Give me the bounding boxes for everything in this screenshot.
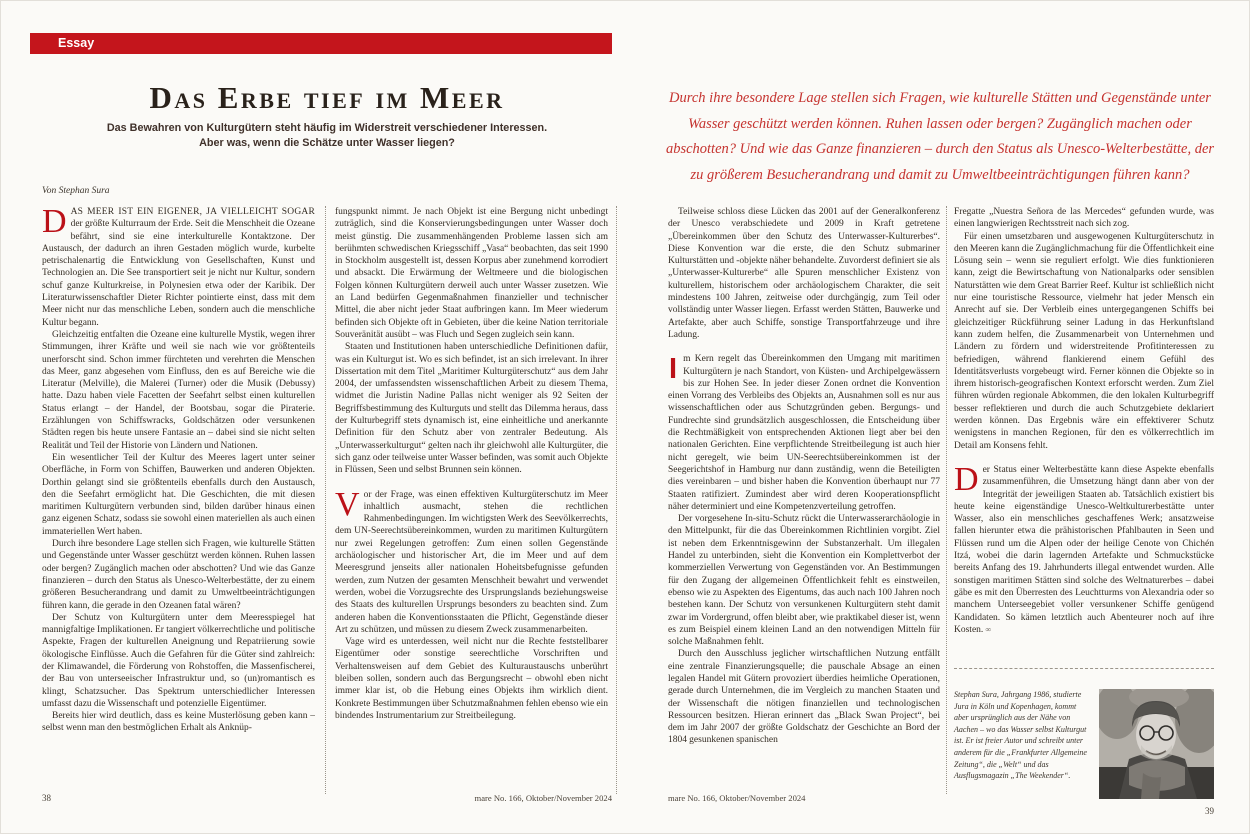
page-number-left: 38 [42, 793, 51, 803]
article-subtitle [42, 121, 612, 151]
article-subtitle-line2: Aber was, wenn die Schätze unter Wasser liegen? [199, 137, 455, 149]
paragraph: Der Schutz von Kulturgütern unter dem Meeresspiegel hat mannigfaltige Implikationen. Er tangiert völkerrechtliche und politische Aspekte, Fragen der kulturellen Aneignung und Repatriierung sowie ökologische Einflüsse. Auch die Gefahren für die Güter sind zahlreich: der Klimawandel, die Förderung von Rohstoffen, die Massenfischerei, der Bau von unterseeischer Infrastruktur und, so (un)romantisch es klingt, Schatzsucher. Das Spektrum unterschiedlicher Interessen umfasst dazu die Wissenschaft und potenzielle Eigentümer. [42, 612, 315, 709]
paragraph: Fregatte „Nuestra Señora de las Mercedes“ gefunden wurde, was einen langwierigen Rechtsstreit nach sich zog. [954, 207, 1214, 230]
paragraph: Durch ihre besondere Lage stellen sich Fragen, wie kulturelle Stätten und Gegenstände unter Wasser geschützt werden können. Ruhen lassen oder bergen? Zugänglich machen oder abschotten? Und wie das Ganze finanzieren – durch den Status als Unesco-Welterbestätte, der zu einem größeren Besucherandrang und damit zu Umweltbeeinträchtigungen führen kann, die gerade in den Ozeanen fatal wären? [42, 539, 315, 611]
paragraph: Durch den Ausschluss jeglicher wirtschaftlichen Nutzung entfällt eine zentrale Finanzierungsquelle; die pauschale Absage an einen legalen Handel mit Gütern provoziert überdies heimliche Operationen, gerade durch Unternehmen, die im Vergleich zu manchen Staaten und der Wissenschaft die nötigen finanziellen und technologischen Ressourcen besitzen. Hieran erinnert das „Black Swan Project“, bei dem im Jahr 2007 der größte Goldschatz der Geschichte an Bord der 1804 gesunkenen spanischen [668, 649, 940, 746]
paragraph: Bereits hier wird deutlich, dass es keine Musterlösung geben kann – selbst wenn man den bestmöglichen Erhalt als Anknüp- [42, 711, 315, 734]
lead-caps: AS MEER IST EIN EIGENER, JA VIELLEICHT SOGAR [70, 207, 315, 217]
article-title: Das Erbe tief im Meer [149, 80, 505, 115]
pull-quote: Durch ihre besondere Lage stellen sich Fragen, wie kulturelle Stätten und Gegenstände unter Wasser geschützt werden können. Ruhen lassen oder bergen? Zugänglich machen oder abschotten? Und wie das Ganze finanzieren – durch den Status als Unesco-Welterbestätte, der zu größerem Besucherandrang und damit zu Umweltbeeinträchtigungen führen kann? [665, 90, 1215, 183]
page-number-right: 39 [1205, 806, 1214, 816]
drop-cap: D [42, 206, 67, 240]
issue-footer-left: mare No. 166, Oktober/November 2024 [474, 793, 612, 803]
section-kicker-bar [30, 33, 612, 54]
kicker-label: Essay [58, 36, 95, 50]
paragraph: Gleichzeitig entfalten die Ozeane eine kulturelle Mystik, wegen ihrer Stimmungen, ihrer Kräfte und weil sie nach wie vor größtenteils unerforscht sind. Schon immer fürchteten und verehrten die Menschen das Meer, ganz abgesehen vom Einfluss, den es auf Bereiche wie die Literatur (Melville), die Malerei (Turner) oder die Musik (Debussy) hatte. Dazu haben viele Facetten der Seefahrt selbst einen kulturellen Status erlangt – der Handel, der Bootsbau, sogar die Piraterie. Erzählungen von Schiffswracks, Goldschätzen oder versunkenen Städten regen bis heute unsere Fantasie an – dabei sind sie nicht selten Realität und Teil der Historie von Ländern und Nationen. [42, 329, 315, 451]
author-photo [1099, 689, 1214, 799]
left-page-column-1 [42, 206, 315, 794]
paragraph: DAS MEER IST EIN EIGENER, JA VIELLEICHT SOGAR der größte Kulturraum der Erde. Seit die Menschheit die Ozeane befährt, sind sie eine interkulturelle Kontaktzone. Der Austausch, der dadurch an ihren Gestaden möglich wurde, kurbelte petrischalenartig die Entwicklung von Gesellschaften, Kunst und Technologien an. Die See transportiert seit je nicht nur Kultur, sondern schuf ganze Kulturkreise, in Polynesien etwa oder der Karibik. Der Literaturwissenschaftler Dieter Richter pointierte einst, dass mit dem Meer nicht nur das menschliche Leben, sondern auch die menschliche Kultur begann. [42, 206, 315, 328]
drop-cap: V [335, 485, 360, 523]
article-subtitle-line1: Das Bewahren von Kulturgütern steht häufig im Widerstreit verschiedener Interessen. [106, 122, 548, 134]
paragraph: Vor der Frage, was einen effektiven Kulturgüterschutz im Meer inhaltlich ausmacht, stehen die rechtlichen Rahmenbedingungen. Im wichtigsten Werk des Seevölkerrechts, dem UN-Seerechtsübereinkommen, wurden zu maritimen Kulturgütern nur zwei Regelungen getroffen: Zum einen sollen Gegenstände archäologischer und historischer Art, die im Meer und auf dem Meeresgrund jenseits aller nationalen Hoheitsbefugnisse gefunden werden, zum Nutzen der gesamten Menschheit bewahrt und verwendet werden, wobei die Vorzugsrechte des Ursprungslands beziehungsweise des Staats des kulturellen Ursprungs besonders zu beachten sind. Zum anderen haben die Konventionsstaaten die Pflicht, Gegenstände dieser Art zu schützen, und müssen zu diesem Zweck zusammenarbeiten. [335, 485, 608, 635]
author-bio-section [954, 668, 1214, 799]
paragraph: fungspunkt nimmt. Je nach Objekt ist eine Bergung nicht unbedingt zuträglich, sind die Konservierungsbedingungen unter Wasser doch meist günstig. Die zusammenhängenden Probleme lassen sich am berühmten schwedischen Kriegsschiff „Vasa“ beobachten, das seit 1990 in Stockholm ausgestellt ist, dessen Korpus aber zunehmend korrodiert und absackt. Die Erwärmung der Weltmeere und die biologischen Folgen können Kulturgütern derweil auch unter Wasser zusetzen. Wie an Land bedürfen Gegenmaßnahmen finanzieller und technischer Mittel, die aber nicht jeder Staat aufbringen kann. Im Meer wiederum befinden sich Objekte oft in Gebieten, über die keine Nation territoriale Souveränität ausübt – was Fluch und Segen zugleich sein kann. [335, 207, 608, 340]
byline: Von Stephan Sura [42, 186, 110, 196]
paragraph: Staaten und Institutionen haben unterschiedliche Definitionen dafür, was ein Kulturgut ist. Wo es sich befindet, ist an sich irrelevant. In ihrer Dissertation mit dem Titel „Maritimer Kulturgüterschutz“ aus dem Jahr 2004, der umfassendsten wissenschaftlichen Arbeit zu diesem Thema, widmet die Juristin Nadine Pallas nicht weniger als 92 Seiten der Begriffsbestimmung des Kulturguts und stellt das Dilemma heraus, dass der Kulturbegriff stets dynamisch ist, eine einheitliche und anerkannte Definition für den Schutz aber von zentraler Bedeutung. Als „Unterwasserkulturgut“ gelten nach ihr gleichwohl alle Kulturgüter, die sich ganz oder teilweise unter Wasser befinden, was somit auch Objekte in Flüssen, Seen und selbst Brunnen sein können. [335, 342, 608, 476]
paragraph: Der vorgesehene In-situ-Schutz rückt die Unterwasserarchäologie in den Mittelpunkt, für die das Übereinkommen Richtlinien vorgibt. Ziel ist neben dem Erkenntnisgewinn der Substanzerhalt. Um illegalen Handel zu unterbinden, sieht die Konvention ein Komplettverbot der kommerziellen Verwertung von Gegenständen vor. An Bestimmungen für den Zugang der allgemeinen Öffentlichkeit fehlt es einstweilen, ebenso wie zu Aspekten des Eigentums, das auch nach 100 Jahren noch bestehen kann. Der Schutz von versunkenen Kulturgütern steht damit zwar im Vordergrund, offen bleibt aber, wie praktikabel dieser ist, wenn es zum Beispiel einem kleinen Land an den notwendigen Mitteln für solche Maßnahmen fehlt. [668, 514, 940, 648]
column-divider [946, 206, 947, 794]
paragraph: Vage wird es unterdessen, weil nicht nur die Rechte feststellbarer Eigentümer oder sonstige seerechtliche Vorschriften und Verhaltensweisen auf dem Gebiet des Kulturaustauschs unberührt bleiben sollen, sondern auch das Bergungsrecht – obwohl eben nicht immer klar ist, ob die Hebung eines Objekts ihm wirklich dient. Konkrete Bestimmungen über Schutzmaßnahmen fehlen ebenso wie ein bindendes Instrumentarium zur Streitbeilegung. [335, 637, 608, 721]
right-page-column-2 [954, 206, 1214, 656]
left-page-column-2 [335, 206, 608, 794]
paragraph: Teilweise schloss diese Lücken das 2001 auf der Generalkonferenz der Unesco verabschiedete und 2009 in Kraft getretene „Übereinkommen über den Schutz des Unterwasser-Kulturerbes“. Diese Konvention war die erste, die den Schutz submariner Kulturstätten und -objekte näher behandelte. Zuvorderst definiert sie als „Unterwasser-Kulturerbe“ alle Spuren menschlicher Existenz von kulturellem, historischem oder archäologischem Charakter, die seit mindestens 100 Jahren, zeitweise oder durchgängig, zum Teil oder vollständig unter Wasser liegen. Erfasst werden Stätten, Bauwerke und Artefakte, aber auch Schiffe, sonstige Transportfahrzeuge und ihre Ladung. [668, 207, 940, 340]
author-bio: Stephan Sura, Jahrgang 1986, studierte Jura in Köln und Kopenhagen, kommt aber ursprünglich aus der Nähe von Aachen – wo das Wasser selbst Kulturgut ist. Er ist freier Autor und schreibt unter anderem für die „Frankfurter Allgemeine Zeitung“, die „Welt“ und das Ausflugsmagazin „The Weekender“. [954, 690, 1087, 781]
paragraph: Für einen umsetzbaren und ausgewogenen Kulturgüterschutz in den Meeren kann die Zugänglichmachung für die Öffentlichkeit eine Lösung sein – wenn sie reguliert erfolgt. Wie dies funktionieren kann, zeigt die Bewirtschaftung von Nationalparks oder sensiblen Naturstätten wie dem Great Barrier Reef. Kultur ist schließlich nicht nur eine touristische Ressource, vielmehr hat jeder Mensch ein Anrecht auf sie. Der Verbleib eines untergegangenen Schiffs bei gleichzeitiger Rückführung seiner Ladung in das Herkunftsland kann zudem helfen, die Zusammenarbeit von Unternehmen und Ländern zu fördern und widerstreitende Profitinteressen zu befriedigen, während flankierend einem Gefühl des Identitätsverlusts vorgebeugt wird. Ferner können die Objekte so in ihrem historisch-geografischen Kontext erforscht werden. Zum Ziel führen würden regionale Abkommen, die den lokalen Kulturbegriff besser reflektieren und durch die auch Schutzgebiete deklariert werden können. Das Ergebnis wäre ein effektiverer Schutz wenigstens in manchen Regionen, für den es völkerrechtlich im Detail am Konsens fehlt. [954, 231, 1214, 451]
paragraph: Ein wesentlicher Teil der Kultur des Meeres lagert unter seiner Oberfläche, in Form von Schiffen, Bauwerken und anderen Objekten. Dorthin gelangt sind sie größtenteils ebenfalls durch den Austausch, den die Seefahrt ermöglicht hat. Die Geschichten, die mit diesen maritimen Kulturgütern verbunden sind, bilden darüber hinaus einen ganz eigenen Schatz, sodass sie sowohl einen materiellen als auch einen immateriellen Wert haben. [42, 452, 315, 537]
issue-footer-right: mare No. 166, Oktober/November 2024 [668, 793, 806, 803]
page-fold-divider [616, 206, 617, 794]
drop-cap: I [669, 353, 678, 386]
right-page-column-1 [668, 206, 940, 794]
drop-cap: D [954, 460, 979, 498]
column-divider [325, 206, 326, 794]
paragraph: Der Status einer Welterbestätte kann diese Aspekte ebenfalls zusammenführen, die Umsetzung hängt dann aber von der Integrität der jeweiligen Staaten ab. Tatsächlich existiert bis heute keine eigenständige Unesco-Weltkulturerbestätte unter Wasser, also ein menschliches geschaffenes Werk; ansatzweise fallen hierunter etwa die prähistorischen Pfahlbauten in Seen und Flüssen rund um die Alpen oder der heilige Cenote von Chichén Itzá, wobei die darin lagernden Artefakte und Schmuckstücke bereits Anfang des 19. Jahrhunderts illegal entwendet wurden. Alle sonstigen maritimen Stätten sind solche des Weltnaturerbes – dabei gäbe es mit den Überresten des Leuchtturms von Alexandria oder so manchem Unterseegebiet voller versunkener Schiffe genügend Kandidaten. So kämen letztlich auch Abenteurer noch auf ihre Kosten. ∞ [954, 460, 1214, 635]
end-mark-icon: ∞ [985, 624, 991, 634]
paragraph: Im Kern regelt das Übereinkommen den Umgang mit maritimen Kulturgütern je nach Standort, von Küsten- und Archipelgewässern bis zur Hohen See. In jeder dieser Zonen ordnet die Konvention einen Vorrang des Verbleibs des Objekts an, Ausnahmen soll es nur aus wissenschaftlichen oder aus Schutzgründen geben. Bergungs- und Fundrechte sind grundsätzlich ausgeschlossen, die Entscheidung über die Rechtmäßigkeit von entsprechenden Aktionen liegt aber bei den nationalen Gerichten. Eine verpflichtende Streitbeilegung ist auch hier nicht geregelt, wie beim UN-Seerechtsübereinkommen ist der Seegerichtshof in Hamburg nur dann zuständig, wenn die Beteiligten dies vereinbaren – und bisher haben die Konvention überhaupt nur 77 Staaten ratifiziert. Zumindest aber wird deren Kooperationspflicht näher determiniert und eine Kompetenzverteilung getroffen. [668, 353, 940, 512]
